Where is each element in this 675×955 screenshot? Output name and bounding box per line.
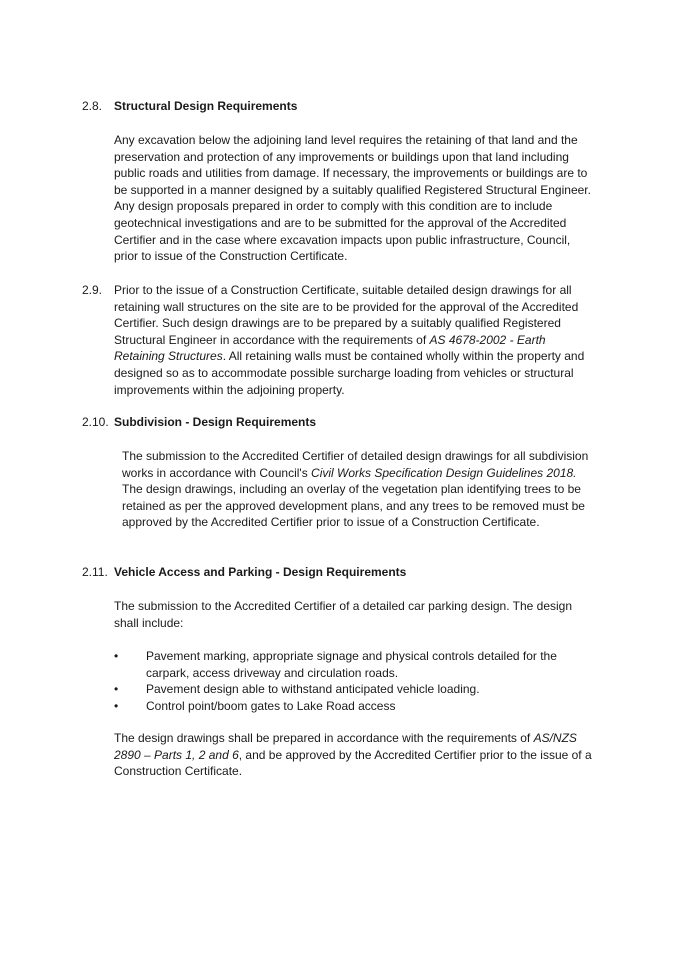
list-item: • Pavement design able to withstand anticipated vehicle loading. [114,682,480,697]
section-heading: Structural Design Requirements [114,99,298,113]
standard-reference: AS/NZS 2890 – Parts 1, 2 and 6 [114,731,577,762]
section-number: 2.10. [82,415,109,429]
bullet-icon: • [114,698,119,713]
section-closing: The design drawings shall be prepared in accordance with the requirements of AS/NZS 2890 – Parts 1, 2 and 6, and be approved by the Accredited Certifier prior to the issue of a Construction Certificate. [114,731,592,779]
section-intro: The submission to the Accredited Certifier of a detailed car parking design. The design shall include: [114,599,573,630]
section-number: 2.9. [82,283,103,297]
requirements-list [114,648,592,714]
list-item: • Control point/boom gates to Lake Road access [114,698,396,713]
bullet-icon: • [114,682,119,697]
section-paragraph: Prior to the issue of a Construction Certificate, suitable detailed design drawings for all retaining wall structures on the site are to be provided for the approval of the Accredited Certifier. Such design drawings are to be prepared by a suitably qualified Registered Structural Engineer in accordance with the requirements of AS 4678-2002 - Earth Retaining Structures. All retaining walls must be contained wholly within the property and designed so as to accommodate possible surcharge loading from vehicles or structural improvements within the adjoining property. [114,283,585,397]
section-heading: Vehicle Access and Parking - Design Requirements [114,565,407,579]
section-paragraph: Any excavation below the adjoining land level requires the retaining of that land and the preservation and protection of any improvements or buildings upon that land including public roads and utilities from damage. If necessary, the improvements or buildings are to be supported in a manner designed by a suitably qualified Registered Structural Engineer. Any design proposals prepared in order to comply with this condition are to include geotechnical investigations and are to be submitted for the approval of the Accredited Certifier and in the case where excavation impacts upon public infrastructure, Council, prior to issue of the Construction Certificate. [114,133,591,264]
section-number: 2.8. [82,99,103,113]
bullet-icon: • [114,649,119,663]
guideline-reference: Civil Works Specification Design Guidelines 2018. [311,465,577,480]
section-heading: Subdivision - Design Requirements [114,415,317,429]
section-paragraph: The submission to the Accredited Certifier of detailed design drawings for all subdivision works in accordance with Council's Civil Works Specification Design Guidelines 2018. The design drawings, including an overlay of the vegetation plan identifying trees to be retained as per the approved development plans, and any trees to be removed must be approved by the Accredited Certifier prior to issue of a Construction Certificate. [122,449,589,530]
standard-reference: AS 4678-2002 - Earth Retaining Structures [114,332,546,364]
list-item: • Pavement marking, appropriate signage and physical controls detailed for the carpark, access driveway and circulation roads. [114,649,557,680]
section-number: 2.11. [82,565,108,579]
